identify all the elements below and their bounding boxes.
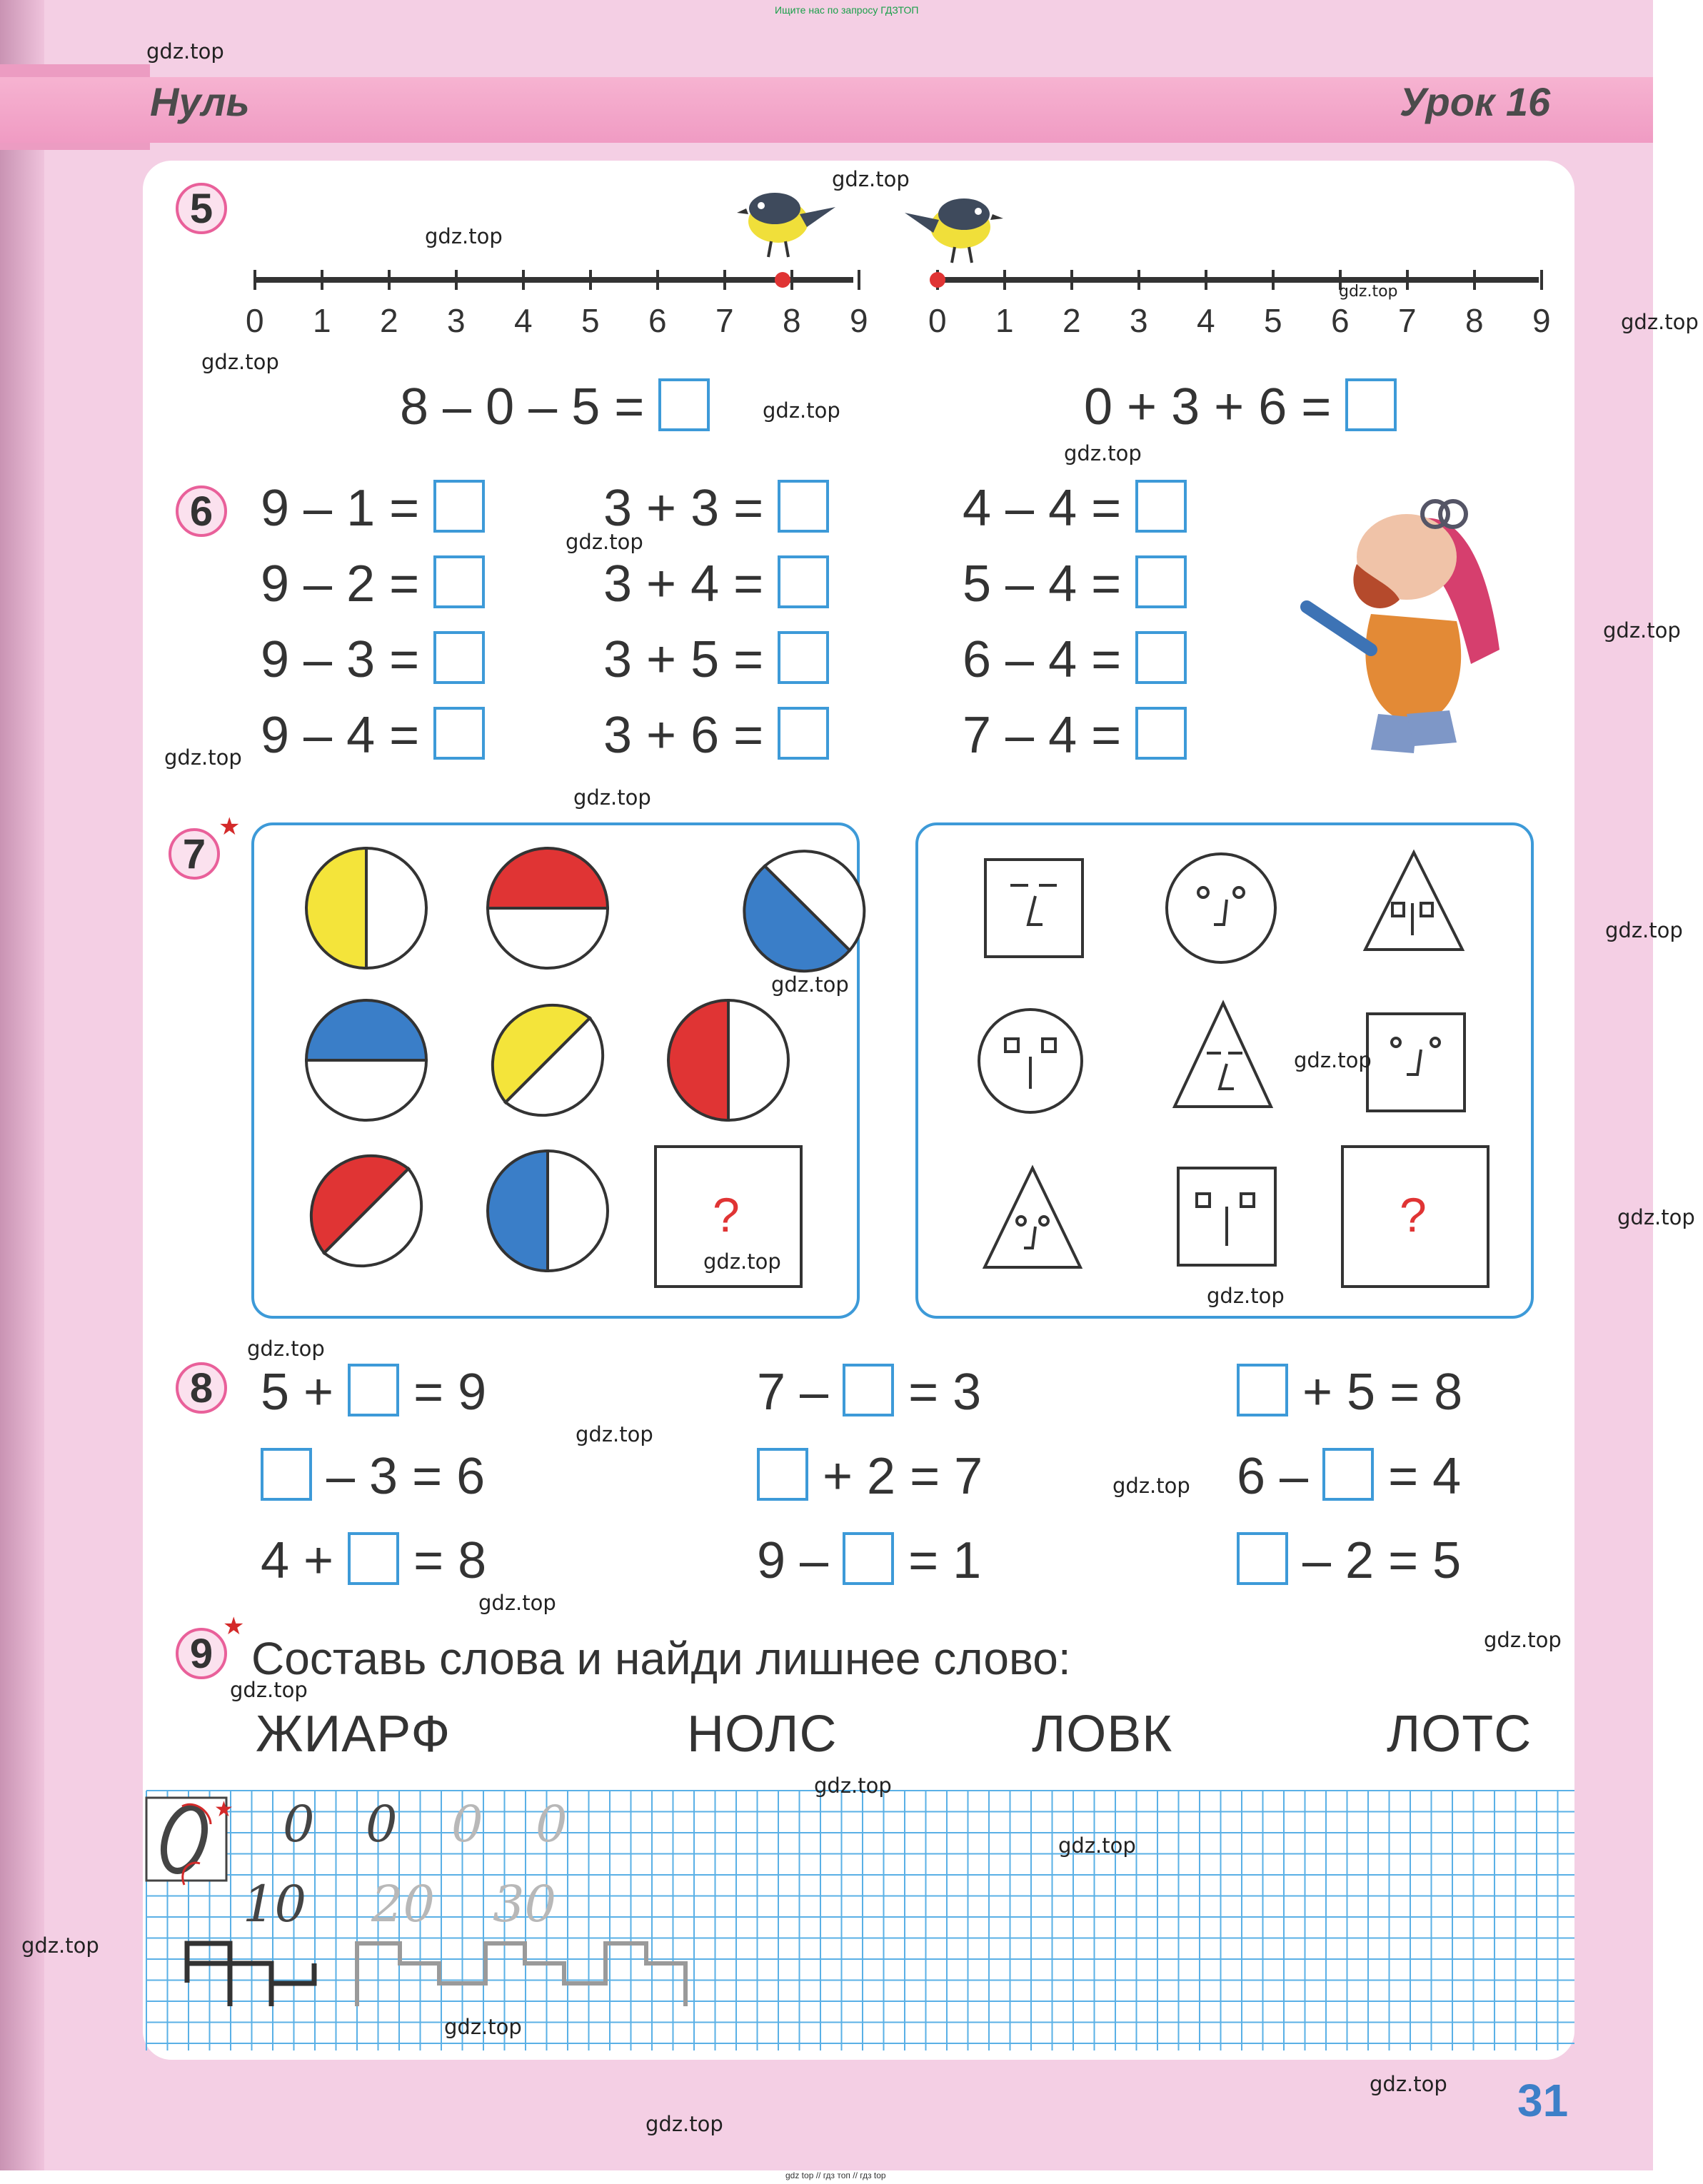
answer-box[interactable] [261, 1448, 312, 1501]
t8-equation [757, 1532, 982, 1589]
word-2: НОЛС [687, 1706, 838, 1763]
answer-box[interactable] [757, 1448, 808, 1501]
t6-equation [603, 707, 829, 764]
t8-suffix: = 9 [399, 1364, 487, 1421]
answer-box[interactable] [1322, 1448, 1374, 1501]
circle-yellow-diag [493, 1005, 603, 1115]
answer-box[interactable] [1135, 480, 1187, 533]
watermark: gdz.top [1603, 618, 1681, 643]
t6-expression: 9 – 2 = [261, 555, 434, 613]
triangle-face-3 [985, 1168, 1080, 1267]
answer-box[interactable] [778, 480, 829, 533]
task-8-number: 8 [176, 1362, 227, 1414]
answer-box[interactable] [348, 1532, 399, 1585]
question-mark-right: ? [1400, 1188, 1427, 1242]
t6-expression: 3 + 6 = [603, 707, 778, 764]
answer-box[interactable] [1345, 378, 1397, 431]
tick-label: 8 [783, 302, 801, 339]
circle-blue-top [306, 1000, 426, 1120]
answer-box[interactable] [1135, 631, 1187, 684]
task-5-number: 5 [176, 183, 227, 234]
t8-suffix: = 8 [399, 1532, 487, 1589]
answer-box[interactable] [348, 1364, 399, 1416]
tick-label: 8 [1465, 302, 1484, 339]
watermark: gdz.top [1064, 441, 1142, 466]
answer-box[interactable] [778, 707, 829, 760]
gnome-illustration [1292, 478, 1507, 778]
answer-box[interactable] [778, 631, 829, 684]
t8-equation [757, 1448, 983, 1505]
square-face-3 [1178, 1168, 1275, 1265]
watermark: gdz.top [1621, 310, 1699, 334]
circle-yellow-left [306, 848, 426, 968]
t8-equation [1237, 1448, 1462, 1505]
watermark: gdz.top [1207, 1284, 1285, 1308]
tick-label: 3 [1130, 302, 1148, 339]
t6-equation [261, 480, 485, 537]
pattern-light [357, 1943, 685, 2006]
tick-label: 4 [514, 302, 533, 339]
t7-star-icon: ★ [218, 813, 241, 840]
answer-box[interactable] [843, 1364, 894, 1416]
circle-face [1167, 854, 1275, 962]
task-6-number: 6 [176, 485, 227, 537]
t8-suffix: = 1 [894, 1532, 982, 1589]
answer-box[interactable] [658, 378, 710, 431]
tick-label: 5 [1264, 302, 1282, 339]
t6-equation [963, 707, 1187, 764]
marker-left [775, 272, 790, 288]
t8-suffix: = 3 [894, 1364, 982, 1421]
circle-red-top [488, 848, 608, 968]
answer-box[interactable] [778, 555, 829, 608]
watermark: gdz.top [573, 785, 651, 810]
t6-expression: 4 – 4 = [963, 480, 1136, 537]
t6-equation [603, 631, 829, 688]
answer-box[interactable] [1135, 555, 1187, 608]
copy-number-30: 30 [493, 1875, 557, 1933]
copy-digit-4: 0 [536, 1795, 568, 1853]
bird-right-icon [905, 198, 1003, 263]
t8-suffix: – 3 = 6 [312, 1448, 486, 1505]
watermark: gdz.top [425, 224, 503, 248]
tick-label: 5 [581, 302, 600, 339]
sample-star-icon: ★ [214, 1797, 233, 1822]
tick-label: 2 [1063, 302, 1081, 339]
t8-suffix: = 4 [1374, 1448, 1462, 1505]
copy-digit-1: 0 [283, 1795, 315, 1853]
t8-prefix: 4 + [261, 1532, 348, 1589]
question-mark-left: ? [713, 1188, 740, 1242]
answer-box[interactable] [1135, 707, 1187, 760]
square-face [985, 860, 1082, 957]
word-3: ЛОВК [1032, 1706, 1173, 1763]
watermark: gdz.top [1617, 1205, 1695, 1229]
top-note: Ищите нас по запросу ГДЗТОП [775, 4, 919, 16]
watermark: gdz.top [478, 1591, 556, 1615]
word-1: ЖИАРФ [256, 1706, 451, 1763]
answer-box[interactable] [1237, 1364, 1288, 1416]
t6-equation [603, 555, 829, 613]
answer-box[interactable] [433, 707, 485, 760]
watermark: gdz.top [146, 39, 224, 64]
tick-label: 7 [715, 302, 734, 339]
t8-equation [261, 1448, 486, 1505]
t7-figures [0, 785, 1703, 1428]
copy-number-20: 20 [371, 1875, 436, 1933]
t6-equation [261, 707, 485, 764]
circle-red-diag [311, 1156, 421, 1266]
t6-equation [603, 480, 829, 537]
t5-expr-left: 8 – 0 – 5 = [400, 378, 659, 436]
tick-label: 3 [447, 302, 466, 339]
t5-expr-right: 0 + 3 + 6 = [1084, 378, 1346, 436]
watermark: gdz.top [444, 2015, 522, 2039]
t8-prefix: 9 – [757, 1532, 843, 1589]
tick-label: 1 [995, 302, 1014, 339]
task-7-number: 7 [169, 828, 220, 880]
watermark: gdz.top [1605, 918, 1683, 942]
circle-red-left [668, 1000, 788, 1120]
watermark: gdz.top [576, 1422, 653, 1446]
t8-equation [1237, 1532, 1462, 1589]
watermark: gdz.top [21, 1933, 99, 1958]
answer-box[interactable] [433, 631, 485, 684]
tick-label: 6 [1331, 302, 1350, 339]
watermark: gdz.top [247, 1337, 325, 1361]
t6-expression: 6 – 4 = [963, 631, 1136, 688]
watermark: gdz.top [230, 1678, 308, 1702]
tick-label: 0 [246, 302, 264, 339]
t9-instruction: Составь слова и найди лишнее слово: [251, 1633, 1071, 1684]
t8-suffix: + 5 = 8 [1288, 1364, 1463, 1421]
bottom-note: gdz top // гдз топ // гдз top [785, 2170, 886, 2180]
lesson-title: Урок 16 [1400, 79, 1551, 124]
watermark: gdz.top [771, 972, 849, 997]
copy-digit-3: 0 [451, 1795, 483, 1853]
t8-prefix: 5 + [261, 1364, 348, 1421]
answer-box[interactable] [843, 1532, 894, 1585]
tick-label: 4 [1197, 302, 1215, 339]
tick-label: 0 [928, 302, 947, 339]
t8-prefix: 6 – [1237, 1448, 1323, 1505]
triangle-face [1365, 852, 1462, 950]
watermark: gdz.top [1370, 2072, 1447, 2096]
tick-label: 7 [1398, 302, 1417, 339]
watermark: gdz.top [1058, 1833, 1136, 1858]
t5-equation-left [400, 378, 710, 436]
tick-label: 9 [1532, 302, 1551, 339]
triangle-face-2 [1175, 1003, 1271, 1107]
watermark: gdz.top [164, 745, 242, 770]
watermark: gdz.top [1339, 283, 1398, 301]
watermark: gdz.top [814, 1773, 892, 1798]
pattern-dark [187, 1943, 314, 2006]
t9-star-icon: ★ [223, 1613, 245, 1640]
watermark: gdz.top [645, 2112, 723, 2136]
t6-expression: 9 – 4 = [261, 707, 434, 764]
t6-expression: 7 – 4 = [963, 707, 1136, 764]
watermark: gdz.top [1294, 1048, 1372, 1072]
t6-expression: 9 – 1 = [261, 480, 434, 537]
task-9-number: 9 [176, 1628, 227, 1679]
word-4: ЛОТС [1387, 1706, 1532, 1763]
t8-equation [1237, 1364, 1463, 1421]
t6-equation [261, 555, 485, 613]
t5-equation-right [1084, 378, 1397, 436]
t8-equation [757, 1364, 982, 1421]
circle-face-2 [979, 1010, 1082, 1112]
watermark: gdz.top [763, 398, 840, 423]
answer-box[interactable] [1237, 1532, 1288, 1585]
t6-equation [261, 631, 485, 688]
answer-box[interactable] [433, 555, 485, 608]
tick-label: 6 [648, 302, 667, 339]
copy-number-10: 10 [243, 1875, 307, 1933]
square-face-2 [1367, 1014, 1465, 1111]
tick-label: 1 [313, 302, 331, 339]
t8-prefix: 7 – [757, 1364, 843, 1421]
circle-blue-diag [744, 851, 864, 971]
tick-label: 2 [380, 302, 398, 339]
answer-box[interactable] [433, 480, 485, 533]
t6-expression: 3 + 5 = [603, 631, 778, 688]
t8-equation [261, 1364, 487, 1421]
watermark: gdz.top [703, 1249, 781, 1274]
t6-expression: 3 + 4 = [603, 555, 778, 613]
bird-left-icon [737, 193, 835, 257]
marker-right [930, 272, 945, 288]
t8-suffix: + 2 = 7 [808, 1448, 983, 1505]
t8-suffix: – 2 = 5 [1288, 1532, 1462, 1589]
t8-equation [261, 1532, 487, 1589]
watermark: gdz.top [201, 350, 279, 374]
copy-digit-2: 0 [366, 1795, 398, 1853]
watermark: gdz.top [1484, 1628, 1562, 1652]
t6-equation [963, 555, 1187, 613]
watermark: gdz.top [566, 530, 643, 554]
t6-expression: 9 – 3 = [261, 631, 434, 688]
watermark: gdz.top [1112, 1474, 1190, 1498]
circle-blue-left [488, 1151, 608, 1271]
tick-label: 9 [850, 302, 868, 339]
t6-expression: 5 – 4 = [963, 555, 1136, 613]
t6-equation [963, 480, 1187, 537]
t6-equation [963, 631, 1187, 688]
watermark: gdz.top [832, 167, 910, 191]
t6-expression: 3 + 3 = [603, 480, 778, 537]
page-title: Нуль [150, 79, 250, 124]
page-number: 31 [1517, 2075, 1569, 2126]
